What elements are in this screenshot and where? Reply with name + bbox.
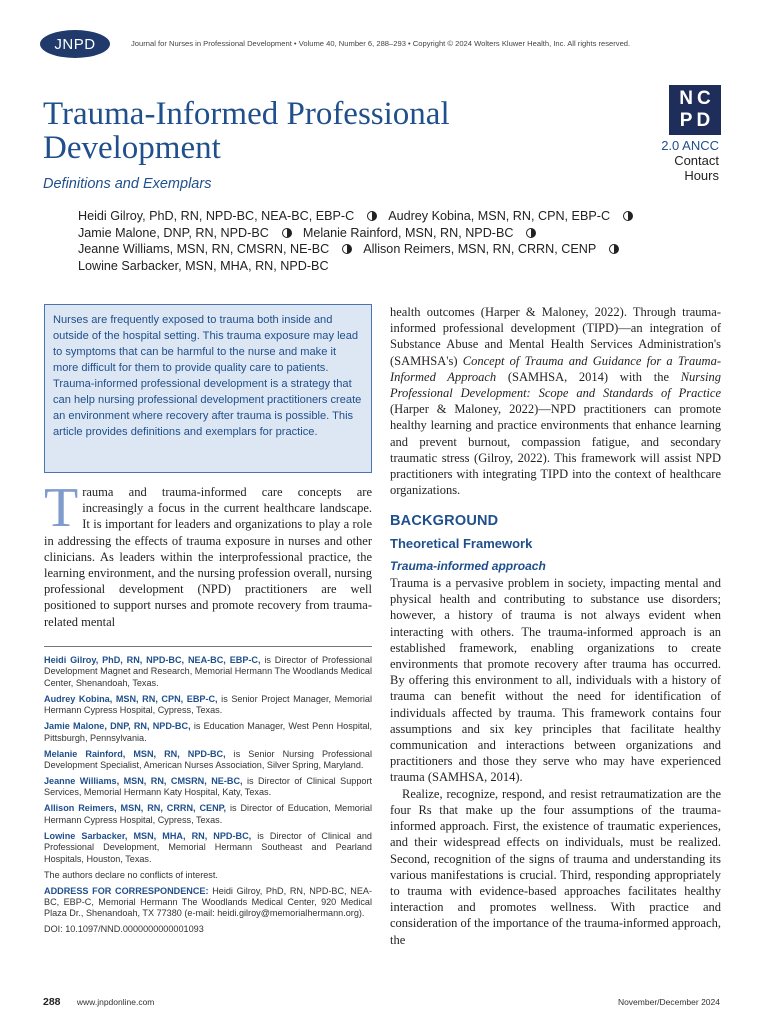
ncpd-logo-line1: NC bbox=[679, 88, 715, 109]
author-name: Melanie Rainford, MSN, RN, NPD-BC bbox=[302, 225, 514, 240]
hours-label: Hours bbox=[684, 168, 719, 183]
conflict-statement: The authors declare no conflicts of interest. bbox=[44, 869, 218, 880]
contact-label: Contact bbox=[674, 153, 719, 168]
bio-text: is Director of Education, Memorial Hermann Cypress Hospital, Cypress, Texas. bbox=[44, 803, 372, 825]
correspondence-label: ADDRESS FOR CORRESPONDENCE: bbox=[44, 885, 209, 896]
drop-cap: T bbox=[44, 477, 79, 539]
journal-citation: Journal for Nurses in Professional Development • Volume 40, Number 6, 288–293 • Copyright © 2024 Wolters Kluwer Health, Inc. All rights reserved. bbox=[131, 39, 631, 48]
author-line bbox=[78, 208, 718, 225]
separator-icon bbox=[282, 228, 292, 238]
author-name: Allison Reimers, MSN, RN, CRRN, CENP bbox=[363, 242, 597, 256]
ncpd-logo bbox=[669, 85, 721, 135]
author-line bbox=[78, 225, 718, 242]
bio-name: Lowine Sarbacker, MSN, MHA, RN, NPD-BC, bbox=[44, 830, 252, 841]
subsubsection-heading: Trauma-informed approach bbox=[390, 558, 546, 573]
separator-icon bbox=[526, 228, 536, 238]
abstract-box: Nurses are frequently exposed to trauma both inside and outside of the hospital setting. This trauma exposure may lead to symptoms that can be harmful to the nurse and make it more difficult for them to provide quality care to patients. Trauma-informed professional development is a strategy that can help nursing professional development practitioners create an environment where recovery after trauma is possible. This article provides definitions and exemplars for practice. bbox=[44, 304, 372, 473]
article-title: Trauma-Informed Professional Development bbox=[43, 96, 450, 166]
bio-text: is Senior Nursing Professional Development Specialist, American Nurses Association, Silver Spring, Maryland. bbox=[44, 748, 372, 771]
bio-text: is Director of Professional Development Magnet and Research, Memorial Hermann The Woodlands Medical Center, Shenandoah, Texas. bbox=[44, 655, 372, 688]
section-heading: BACKGROUND bbox=[390, 513, 499, 530]
article-subtitle: Definitions and Exemplars bbox=[43, 176, 212, 192]
author-name: Jamie Malone, DNP, RN, NPD-BC bbox=[78, 225, 269, 240]
author-name: Jeanne Williams, MSN, RN, CMSRN, NE-BC bbox=[78, 242, 330, 256]
text-run: (SAMHSA, 2014) with the bbox=[496, 369, 681, 384]
right-column bbox=[390, 304, 721, 948]
bio-name: Allison Reimers, MSN, RN, CRRN, CENP, bbox=[44, 803, 227, 814]
journal-url[interactable]: www.jnpdonline.com bbox=[76, 997, 155, 1007]
author-list bbox=[78, 208, 718, 274]
journal-logo: JNPD bbox=[40, 30, 110, 58]
author-line bbox=[78, 258, 718, 275]
divider bbox=[44, 646, 372, 647]
separator-icon bbox=[367, 211, 377, 221]
bio-text: is Education Manager, West Penn Hospital, Pittsburgh, Pennsylvania. bbox=[44, 721, 372, 743]
author-bio bbox=[44, 776, 372, 799]
author-bio bbox=[44, 721, 372, 744]
issue-date: November/December 2024 bbox=[617, 997, 720, 1007]
text-run: health outcomes (Harper & Maloney, 2022). Through trauma-informed professional development (TIPD)—an integration of Substance Abuse and Mental Health Services Administration's (SAMHSA's) bbox=[390, 305, 721, 368]
cited-title: Nursing Professional Development: Scope and Standards of Practice bbox=[390, 369, 721, 401]
cited-title: Concept of Trauma and Guidance for a Trauma-Informed Approach bbox=[390, 353, 721, 384]
contact-hours bbox=[661, 138, 719, 183]
bio-name: Jamie Malone, DNP, RN, NPD-BC, bbox=[44, 721, 191, 732]
author-name: Heidi Gilroy, PhD, RN, NPD-BC, NEA-BC, EBP-C bbox=[78, 209, 355, 223]
bio-name: Melanie Rainford, MSN, RN, NPD-BC, bbox=[44, 748, 226, 759]
author-name: Audrey Kobina, MSN, RN, CPN, EBP-C bbox=[388, 209, 611, 223]
author-name: Lowine Sarbacker, MSN, MHA, RN, NPD-BC bbox=[78, 258, 329, 273]
body-paragraph: Trauma is a pervasive problem in society, impacting mental and physical health and contributing to substance use disorders; however, a history of trauma is not always evident when interacting with others. The trauma-informed approach is an established framework, enabling organizations to create environments that promote recovery after trauma has occurred. By offering this environment to all, individuals with a history of trauma can benefit without the need for identification of individuals affected by trauma. This framework contains four assumptions and six key principles that facilitate healthy communication and interactions between organizations and practitioners and those they serve who may have experienced trauma (SAMHSA, 2014). bbox=[390, 576, 721, 785]
author-bio bbox=[44, 831, 372, 865]
text-run: (Harper & Maloney, 2022)—NPD practitioners can promote healthy learning and practice environments that enhance learning and prevent burnout, compassion fatigue, and secondary traumatic stress (Gilroy, 2022). This framework will assist NPD practitioners with integrating TIPD into the context of healthcare organizations. bbox=[390, 402, 721, 498]
subsection-heading: Theoretical Framework bbox=[390, 535, 533, 551]
body-paragraph bbox=[390, 304, 721, 498]
author-bio bbox=[44, 694, 372, 717]
body-paragraph: Realize, recognize, respond, and resist retraumatization are the four Rs that make up the four assumptions of the trauma-informed approach. First, the existence of traumatic experiences, and their widespread effects on individuals, must be realized. Second, recognition of the signs of trauma and understanding its various manifestations is crucial. Third, responding appropriately to trauma with evidence-based approaches facilitates healthy interaction and promotes wellness. With practice and consideration of the importance of the trauma-informed approach, the bbox=[390, 786, 721, 947]
separator-icon bbox=[609, 244, 619, 254]
bio-text: is Director of Clinical Support Services, Memorial Hermann Katy Hospital, Katy, Texas. bbox=[44, 776, 372, 798]
bio-text: is Senior Project Manager, Memorial Hermann Cypress Hospital, Cypress, Texas. bbox=[44, 693, 372, 716]
anc-credit: 2.0 ANCC bbox=[661, 138, 719, 153]
page-footer bbox=[43, 996, 720, 1008]
separator-icon bbox=[342, 244, 352, 254]
bio-name: Heidi Gilroy, PhD, RN, NPD-BC, NEA-BC, EBP-C, bbox=[44, 655, 261, 665]
author-bios bbox=[44, 655, 372, 940]
author-bio bbox=[44, 655, 372, 689]
doi: DOI: 10.1097/NND.0000000000001093 bbox=[44, 924, 204, 935]
intro-paragraph bbox=[44, 477, 372, 630]
author-bio bbox=[44, 803, 372, 826]
bio-text: is Director of Clinical and Professional Development, Memorial Hermann Southeast and Pearland Hospitals, Houston, Texas. bbox=[44, 830, 372, 864]
ncpd-logo-line2: PD bbox=[679, 110, 715, 131]
page-number: 288 bbox=[43, 996, 61, 1008]
correspondence bbox=[44, 886, 372, 920]
intro-text: rauma and trauma-informed care concepts are increasingly a focus in the current healthcare landscape. It is important for leaders and organizations to play a role in addressing the effects of trauma exposure in nurses and other clinicians. As leaders within the interprofessional practice, the learning environment, and the nursing profession overall, nursing professional development (NPD) practitioners are well positioned to support nurses and promote recovery from trauma-related mental bbox=[44, 485, 372, 629]
correspondence-text: Heidi Gilroy, PhD, RN, NPD-BC, NEA-BC, EBP-C, Memorial Hermann The Woodlands Medical Center, 920 Medical Plaza Dr., Shenandoah, TX 77380 (e-mail: heidi.gilroy@memorialhermann.org). bbox=[44, 885, 372, 919]
separator-icon bbox=[623, 211, 633, 221]
author-line bbox=[78, 241, 718, 258]
bio-name: Audrey Kobina, MSN, RN, CPN, EBP-C, bbox=[44, 693, 218, 704]
bio-name: Jeanne Williams, MSN, RN, CMSRN, NE-BC, bbox=[44, 776, 243, 787]
author-bio bbox=[44, 749, 372, 772]
